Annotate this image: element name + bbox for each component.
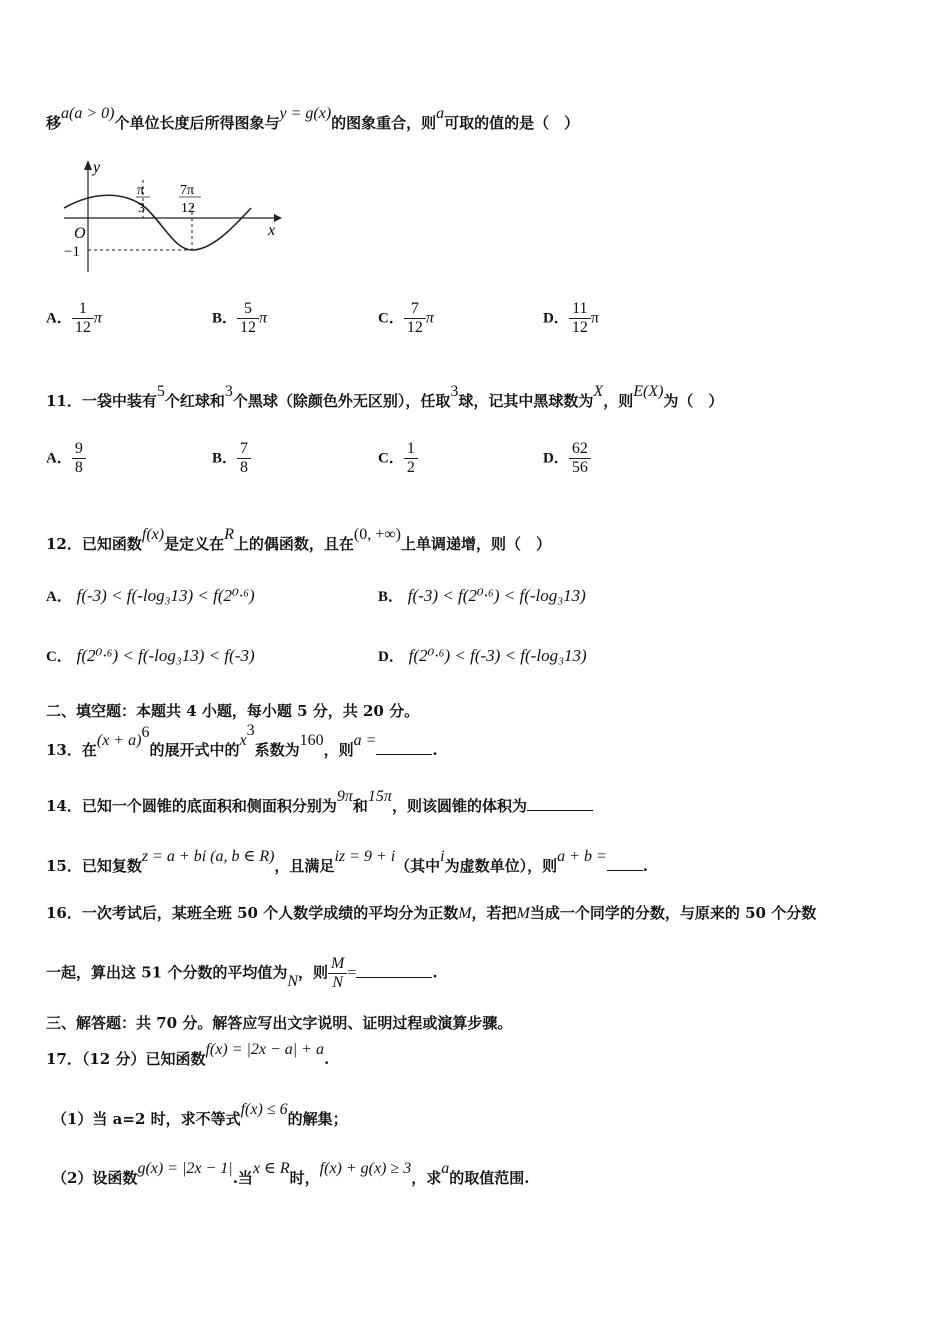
q10-text: 移a(a > 0)个单位长度后所得图象与y = g(x)的图象重合，则a可取的值的是（ ） <box>46 105 580 132</box>
section-2-heading: 二、填空题：本题共 4 小题，每小题 5 分，共 20 分。 <box>46 702 420 720</box>
tick-7pi12-num: 7π <box>180 183 195 198</box>
q12-option-d[interactable]: D． f(2⁰·⁶) < f(-3) < f(-log₃13) <box>378 646 587 665</box>
q11-option-b[interactable]: B． $\frac{7}{8}$ <box>212 440 251 477</box>
x-axis-arrow-icon <box>274 214 282 222</box>
q16-text-line1: 16．一次考试后，某班全班 50 个人数学成绩的平均分为正数M，若把M当成一个同学的分数，与原来的 50 个分数 <box>46 904 817 922</box>
q17-text: 17．（12 分）已知函数f(x) = |2x − a| + a. <box>46 1041 330 1068</box>
section-3-heading: 三、解答题：共 70 分。解答应写出文字说明、证明过程或演算步骤。 <box>46 1014 513 1032</box>
sine-graph <box>46 150 286 280</box>
sine-curve <box>64 195 251 250</box>
q17-part2: （2）设函数g(x) = |2x − 1|.当x ∈ R时，f(x) + g(x) ≥ 3，求a的取值范围. <box>52 1160 530 1187</box>
q16-text-line2: 一起，算出这 51 个分数的平均值为N，则 $\frac{M}{N}$ = . <box>46 955 438 991</box>
q11-option-a[interactable]: A． $\frac{9}{8}$ <box>46 440 86 477</box>
q15-text: 15．已知复数z = a + bi (a, b ∈ R)，且满足iz = 9 + i（其中i为虚数单位），则a + b =. <box>46 848 648 875</box>
q13-text: 13．在$(x + a)^6$的展开式中的$x^3$系数为160，则a =. <box>46 722 438 759</box>
q12-text: 12．已知函数f(x)是定义在R上的偶函数，且在(0, +∞)上单调递增，则（ ） <box>46 526 551 553</box>
q12-option-a[interactable]: A． f(-3) < f(-log₃13) < f(2⁰·⁶) <box>46 586 255 605</box>
q17-part1: （1）当 a=2 时，求不等式f(x) ≤ 6的解集； <box>52 1101 348 1128</box>
q14-answer-blank[interactable] <box>527 810 593 811</box>
q10-option-c[interactable]: C． $\frac{7}{12}$ π <box>378 300 434 336</box>
q12-option-b[interactable]: B． f(-3) < f(2⁰·⁶) < f(-log₃13) <box>378 586 586 605</box>
tick-pi3-num: π <box>137 183 145 198</box>
q16-answer-blank[interactable] <box>356 977 432 978</box>
q10-option-d[interactable]: D． $\frac{11}{12}$ π <box>543 300 599 336</box>
tick-pi3-den: 3 <box>138 201 145 216</box>
q10-option-b[interactable]: B． $\frac{5}{12}$ π <box>212 300 268 336</box>
q11-option-c[interactable]: C． $\frac{1}{2}$ <box>378 440 418 477</box>
q13-answer-blank[interactable] <box>376 754 432 755</box>
origin-label: O <box>74 225 86 242</box>
q15-answer-blank[interactable] <box>607 870 643 871</box>
q11-text: 11．一袋中装有5个红球和3个黑球（除颜色外无区别），任取3球，记其中黑球数为X，则E(X)为（ ） <box>46 383 724 410</box>
x-label: x <box>268 222 276 239</box>
y-axis-arrow-icon <box>84 160 92 170</box>
y-label: y <box>93 159 101 176</box>
q11-option-d[interactable]: D． $\frac{62}{56}$ <box>543 440 591 477</box>
neg1-label: −1 <box>64 244 80 260</box>
q10-option-a[interactable]: A． $\frac{1}{12}$ π <box>46 300 102 336</box>
tick-7pi12-den: 12 <box>181 201 195 216</box>
q14-text: 14．已知一个圆锥的底面积和侧面积分别为9π和15π，则该圆锥的体积为 <box>46 795 593 816</box>
q12-option-c[interactable]: C． f(2⁰·⁶) < f(-log₃13) < f(-3) <box>46 646 255 665</box>
